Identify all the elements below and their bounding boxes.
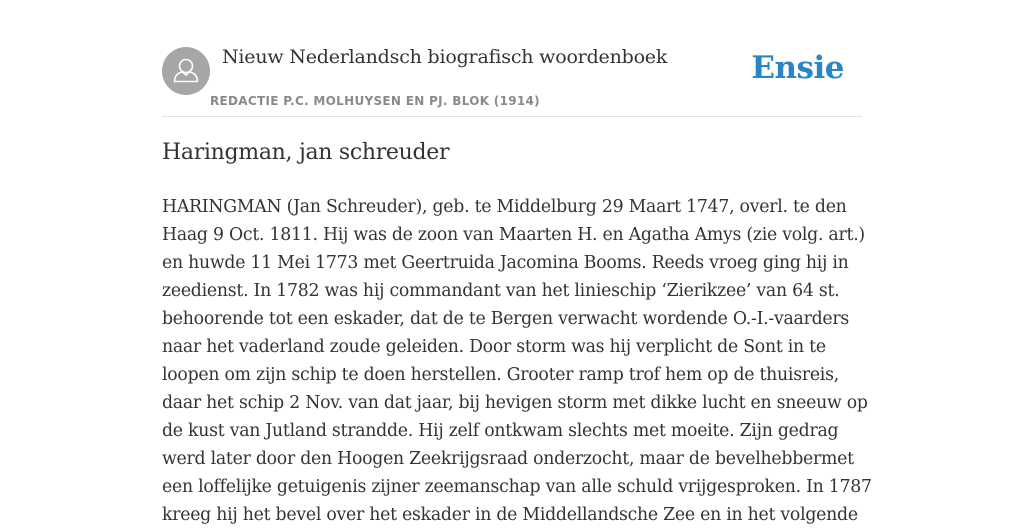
user-silhouette-icon[interactable] [162, 47, 210, 95]
ensie-logo[interactable]: Ensie [751, 50, 844, 86]
entry-text-line: loopen om zijn schip te doen herstellen. Grooter ramp trof hem op de thuisreis, [162, 365, 839, 385]
entry-text-line: naar het vaderland zoude geleiden. Door storm was hij verplicht de Sont in te [162, 337, 826, 357]
entry-text-line: zeedienst. In 1782 was hij commandant van het linieschip ‘Zierikzee’ van 64 st. [162, 281, 840, 301]
entry-text-line: een loffelijke getuigenis zijner zeemanschap van alle schuld vrijgesproken. In 1787 [162, 477, 872, 497]
entry-text-line: de kust van Jutland strandde. Hij zelf ontkwam slechts met moeite. Zijn gedrag [162, 421, 839, 441]
book-title[interactable]: Nieuw Nederlandsch biografisch woordenboek [222, 46, 668, 68]
entry-text-line: daar het schip 2 Nov. van dat jaar, bij hevigen storm met dikke lucht en sneeuw op [162, 393, 868, 413]
entry-text-line: werd later door den Hoogen Zeekrijgsraad onderzocht, maar de bevelhebbermet [162, 449, 854, 469]
entry-text-line: en huwde 11 Mei 1773 met Geertruida Jacomina Booms. Reeds vroeg ging hij in [162, 253, 849, 273]
entry-text-line: behoorende tot een eskader, dat de te Bergen verwacht wordende O.-I.-vaarders [162, 309, 850, 329]
entry-body [162, 193, 872, 529]
entry-text-line: HARINGMAN (Jan Schreuder), geb. te Middelburg 29 Maart 1747, overl. te den [162, 197, 847, 217]
entry-text-line: kreeg hij het bevel over het eskader in de Middellandsche Zee en in het volgende [162, 505, 858, 525]
book-editors: REDACTIE P.C. MOLHUYSEN EN PJ. BLOK (1914) [210, 94, 540, 108]
entry-title: Haringman, jan schreuder [162, 140, 450, 165]
entry-text-line: Haag 9 Oct. 1811. Hij was de zoon van Maarten H. en Agatha Amys (zie volg. art.) [162, 225, 865, 245]
book-header [162, 44, 862, 117]
